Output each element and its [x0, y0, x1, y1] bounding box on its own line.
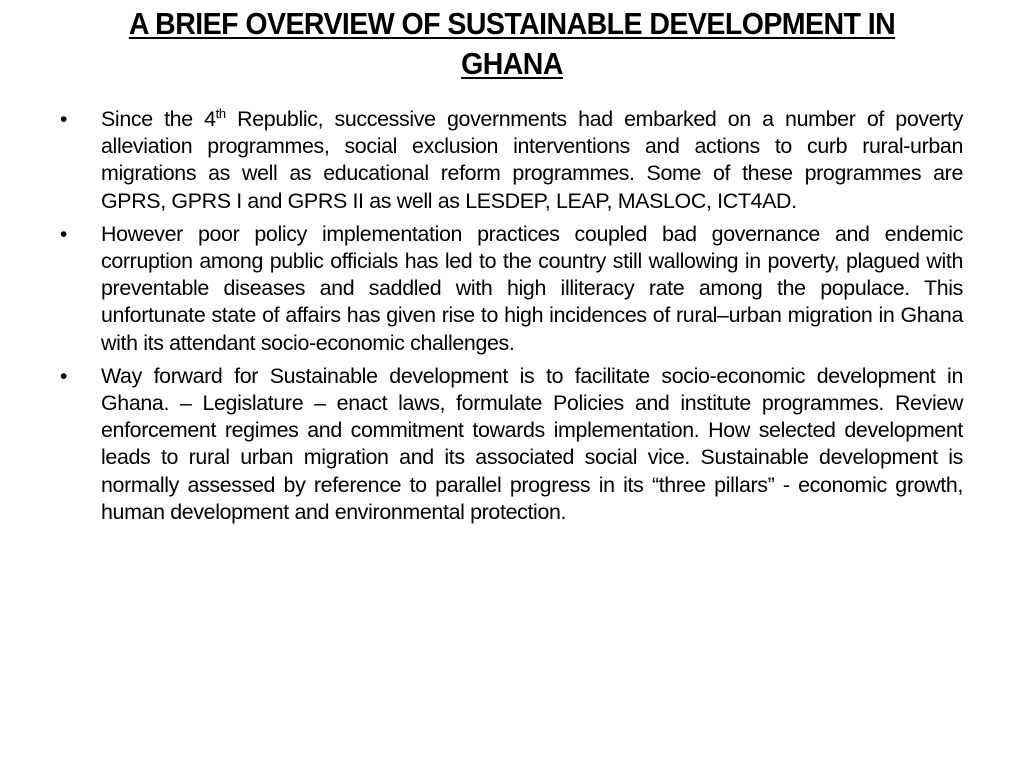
slide-title: A BRIEF OVERVIEW OF SUSTAINABLE DEVELOPMENT IN GHANA	[128, 6, 896, 81]
bullet-dot-icon: •	[60, 108, 68, 131]
bullet-1-text-end: Republic, successive governments had embarked on a number of poverty alleviation programmes, social exclusion interventions and actions to curb rural-urban migrations as well as educational reform programmes. Some of these programmes are GPRS, GPRS I and GPRS II as well as LESDEP, LEAP, MASLOC, ICT4AD.	[101, 107, 963, 213]
bullet-3-text: Way forward for Sustainable development is to facilitate socio-economic development in Ghana. – Legislature – enact laws, formulate Policies and institute programmes. Review enforcement regimes and commitment towards implementation. How selected development leads to rural urban migration and its associated social vice. Sustainable development is normally assessed by reference to parallel progress in its “three pillars” - economic growth, human development and environmental protection.	[101, 363, 963, 524]
bullet-item-3	[60, 363, 963, 526]
bullet-item-1	[60, 106, 963, 215]
bullet-list	[60, 106, 963, 532]
ordinal-suffix: th	[215, 105, 226, 121]
bullet-item-2	[60, 221, 963, 357]
bullet-dot-icon: •	[60, 364, 68, 388]
bullet-dot-icon: •	[60, 222, 68, 246]
bullet-1-text-start: Since the 4	[101, 107, 216, 131]
bullet-2-text: However poor policy implementation practices coupled bad governance and endemic corruption among public officials has led to the country still wallowing in poverty, plagued with preventable diseases and saddled with high illiteracy rate among the populace. This unfortunate state of affairs has given rise to high incidences of rural–urban migration in Ghana with its attendant socio-economic challenges.	[101, 221, 963, 355]
